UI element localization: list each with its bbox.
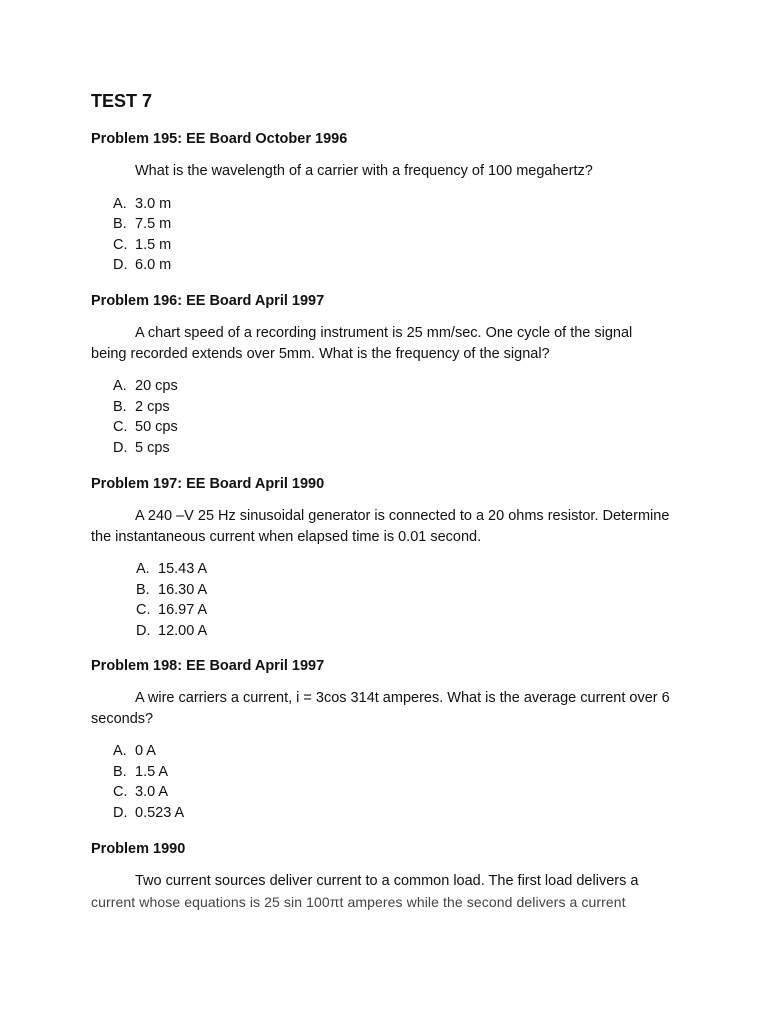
choice-item bbox=[91, 741, 681, 762]
choice-letter: C. bbox=[113, 236, 128, 253]
choice-letter: C. bbox=[113, 784, 128, 800]
choice-item bbox=[91, 376, 681, 397]
problem-196 bbox=[91, 291, 681, 458]
choice-list bbox=[91, 741, 681, 823]
choice-text: 3.0 m bbox=[135, 195, 172, 212]
choice-item bbox=[91, 397, 681, 418]
choice-item bbox=[91, 235, 681, 256]
choice-letter: D. bbox=[113, 439, 128, 456]
problem-198 bbox=[91, 656, 681, 823]
choice-text: 6.0 m bbox=[135, 257, 172, 273]
choice-text: 1.5 m bbox=[135, 236, 172, 253]
choice-item bbox=[91, 621, 681, 642]
problem-197 bbox=[91, 474, 681, 641]
choice-letter: C. bbox=[113, 419, 128, 435]
choice-text: 20 cps bbox=[135, 378, 178, 394]
problem-text: What is the wavelength of a carrier with a frequency of 100 megahertz? bbox=[135, 163, 593, 179]
choice-letter: C. bbox=[136, 602, 151, 618]
problem-heading: Problem 196: EE Board April 1997 bbox=[91, 293, 325, 309]
choice-list bbox=[91, 376, 681, 458]
problem-1990 bbox=[91, 839, 681, 912]
problem-text: A 240 –V 25 Hz sinusoidal generator is connected to a 20 ohms resistor. Determine the instantaneous current when elapsed time is 0.01 second. bbox=[91, 508, 670, 545]
choice-letter: D. bbox=[113, 257, 128, 273]
problem-text-line-2: current whose equations is 25 sin 100πt amperes while the second delivers a current bbox=[91, 893, 626, 910]
choice-item bbox=[91, 559, 681, 580]
choice-letter: A. bbox=[113, 195, 127, 212]
choice-item bbox=[91, 762, 681, 783]
choice-letter: D. bbox=[113, 804, 128, 821]
choice-list bbox=[91, 559, 681, 641]
choice-item bbox=[91, 580, 681, 601]
problem-heading: Problem 195: EE Board October 1996 bbox=[91, 131, 348, 147]
problem-195 bbox=[91, 129, 681, 276]
choice-letter: B. bbox=[113, 763, 127, 780]
problem-heading: Problem 197: EE Board April 1990 bbox=[91, 476, 325, 492]
choice-text: 16.30 A bbox=[158, 581, 208, 598]
choice-letter: B. bbox=[113, 398, 127, 415]
choice-item bbox=[91, 803, 681, 824]
choice-item bbox=[91, 600, 681, 621]
choice-letter: A. bbox=[113, 743, 127, 759]
choice-text: 15.43 A bbox=[158, 561, 208, 577]
choice-letter: D. bbox=[136, 622, 151, 639]
choice-text: 12.00 A bbox=[158, 622, 208, 639]
choice-letter: B. bbox=[113, 216, 127, 232]
choice-text: 0 A bbox=[135, 743, 156, 759]
choice-letter: A. bbox=[113, 378, 127, 394]
choice-text: 7.5 m bbox=[135, 216, 172, 232]
problem-text-line-1: Two current sources deliver current to a common load. The first load delivers a bbox=[135, 873, 639, 889]
choice-list bbox=[91, 194, 681, 276]
choice-text: 16.97 A bbox=[158, 602, 208, 618]
choice-letter: A. bbox=[136, 561, 150, 577]
choice-item bbox=[91, 255, 681, 276]
problem-heading: Problem 198: EE Board April 1997 bbox=[91, 658, 325, 674]
choice-text: 0.523 A bbox=[135, 804, 185, 821]
choice-text: 2 cps bbox=[135, 398, 170, 415]
problem-text: A wire carriers a current, i = 3cos 314t amperes. What is the average current over 6 seconds? bbox=[91, 690, 670, 727]
choice-text: 3.0 A bbox=[135, 784, 169, 800]
choice-item bbox=[91, 782, 681, 803]
choice-item bbox=[91, 438, 681, 459]
choice-item bbox=[91, 214, 681, 235]
choice-text: 1.5 A bbox=[135, 763, 169, 780]
test-title: TEST 7 bbox=[91, 91, 153, 111]
choice-letter: B. bbox=[136, 581, 150, 598]
problem-heading: Problem 1990 bbox=[91, 841, 186, 857]
choice-text: 50 cps bbox=[135, 419, 178, 435]
problem-text: A chart speed of a recording instrument is 25 mm/sec. One cycle of the signal being recorded extends over 5mm. What is the frequency of the signal? bbox=[91, 325, 633, 362]
choice-item bbox=[91, 194, 681, 215]
choice-item bbox=[91, 417, 681, 438]
choice-text: 5 cps bbox=[135, 439, 170, 456]
